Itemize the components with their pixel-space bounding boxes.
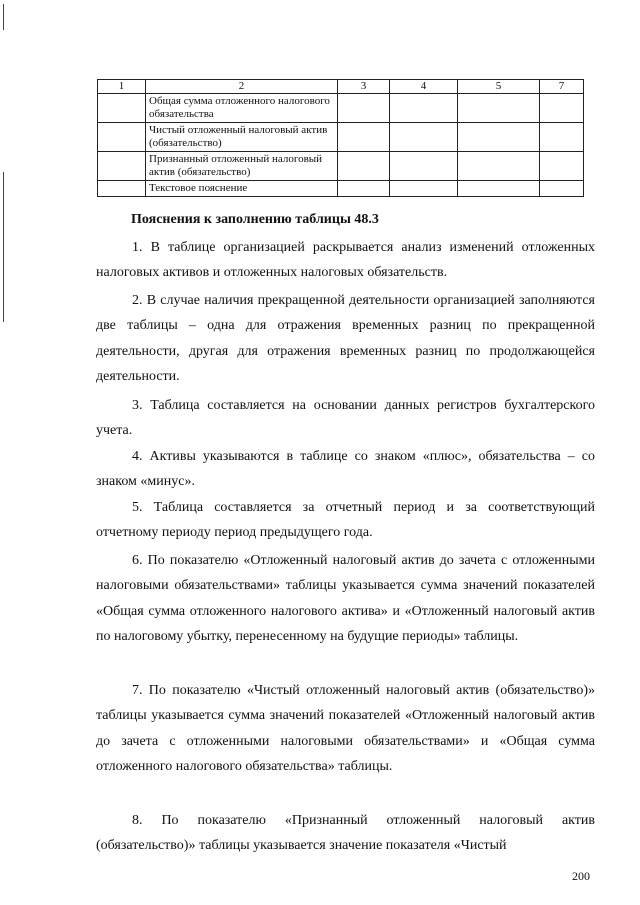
table-cell (98, 94, 146, 123)
table-cell (338, 181, 390, 197)
table-row (98, 181, 584, 197)
data-table (97, 79, 584, 197)
table-cell (540, 181, 584, 197)
column-header: 5 (458, 80, 540, 94)
table-row (98, 123, 584, 152)
paragraph: 6. По показателю «Отложенный налоговый актив до зачета с отложенными налоговыми обязательствами» таблицы указывается сумма значений показателей «Общая сумма отложенного налогового актива» и «Отложенный налоговый актив по налоговому убытку, перенесенному на будущие периоды» таблицы. (96, 553, 595, 645)
row-label: Текстовое пояснение (146, 181, 338, 197)
table-cell (390, 181, 458, 197)
table-cell (98, 123, 146, 152)
table-cell (338, 152, 390, 181)
table-cell (338, 94, 390, 123)
table-cell (390, 94, 458, 123)
column-header: 4 (390, 80, 458, 94)
row-label: Признанный отложенный налоговый актив (обязательство) (146, 152, 338, 181)
table-row (98, 152, 584, 181)
column-header: 2 (146, 80, 338, 94)
table-cell (390, 152, 458, 181)
table-cell (540, 123, 584, 152)
table-row (98, 94, 584, 123)
paragraph: 3. Таблица составляется на основании данных регистров бухгалтерского учета. (96, 398, 595, 439)
column-header: 3 (338, 80, 390, 94)
column-header: 1 (98, 80, 146, 94)
table-cell (458, 123, 540, 152)
table-cell (458, 181, 540, 197)
table-cell (540, 94, 584, 123)
table-header-row (98, 80, 584, 94)
table-cell (458, 152, 540, 181)
paragraph: 5. Таблица составляется за отчетный период и за соответствующий отчетному периоду период предыдущего года. (96, 500, 595, 541)
paragraph: 7. По показателю «Чистый отложенный налоговый актив (обязательство)» таблицы указывается сумма значений показателей «Отложенный налоговый актив до зачета с отложенными налоговыми обязательствами» и «Общая сумма отложенного налогового обязательства» таблицы. (96, 683, 595, 775)
binding-mark (3, 172, 4, 322)
row-label: Общая сумма отложенного налогового обязательства (146, 94, 338, 123)
table-cell (98, 152, 146, 181)
paragraph: 1. В таблице организацией раскрывается анализ изменений отложенных налоговых активов и отложенных налоговых обязательств. (96, 240, 595, 281)
page-number: 200 (572, 869, 590, 883)
paragraph: 8. По показателю «Признанный отложенный налоговый актив (обязательство)» таблицы указывается значение показателя «Чистый (96, 813, 595, 854)
table-cell (540, 152, 584, 181)
column-header: 7 (540, 80, 584, 94)
paragraph: 2. В случае наличия прекращенной деятельности организацией заполняются две таблицы – одна для отражения временных разниц по прекращенной деятельности, другая для отражения временных разниц по продолжающейся деятельности. (96, 293, 595, 385)
table-cell (338, 123, 390, 152)
paragraph: 4. Активы указываются в таблице со знаком «плюс», обязательства – со знаком «минус». (96, 449, 595, 490)
row-label: Чистый отложенный налоговый актив (обязательство) (146, 123, 338, 152)
binding-mark (3, 4, 4, 30)
section-heading: Пояснения к заполнению таблицы 48.3 (131, 212, 379, 227)
table-cell (390, 123, 458, 152)
table-cell (458, 94, 540, 123)
table-cell (98, 181, 146, 197)
